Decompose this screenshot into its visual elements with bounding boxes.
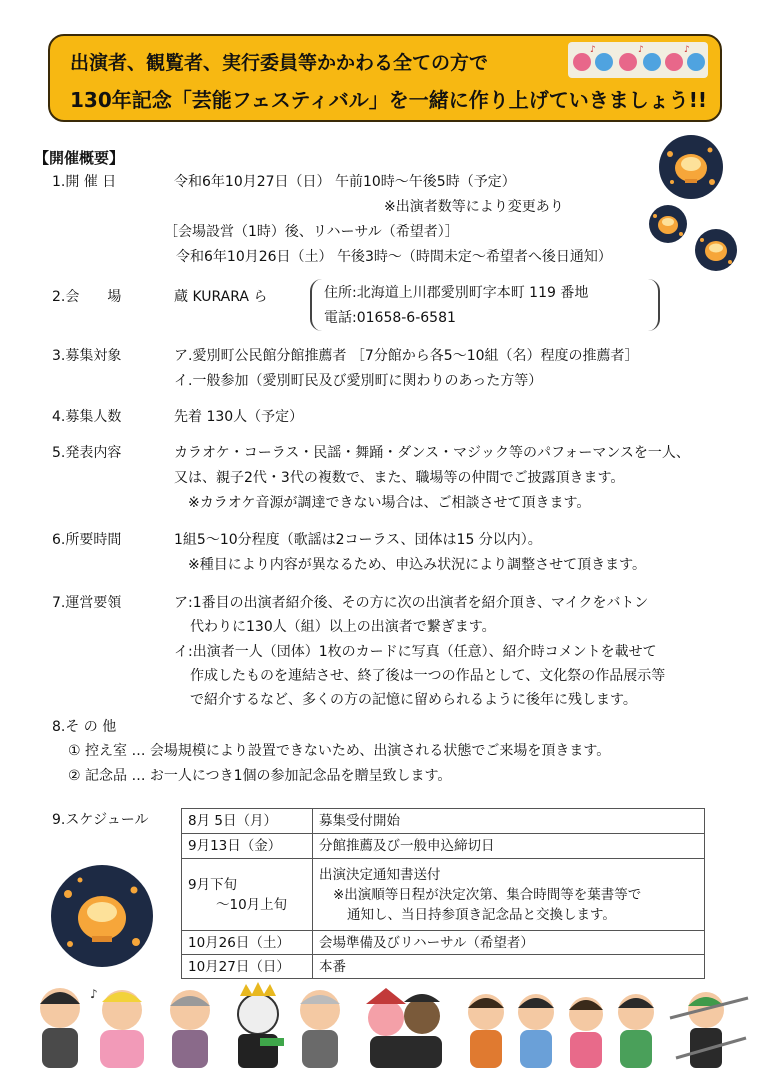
- operation-a1: ア:1番目の出演者紹介後、その方に次の出演者を紹介頂き、マイクをバトン: [174, 595, 649, 611]
- schedule-date: [182, 859, 313, 931]
- setup-date: 令和6年10月26日（土） 午後3時～（時間未定～希望者へ後日通知）: [176, 249, 612, 265]
- operation-b2: 作成したものを連結させ、終了後は一つの作品として、文化祭の作品展示等: [190, 668, 666, 684]
- time-line-1: 1組5～10分程度（歌謡は2コーラス、団体は15 分以内）。: [174, 532, 542, 548]
- schedule-event: 会場準備及びリハーサル（希望者）: [313, 931, 705, 955]
- schedule-date: 9月13日（金）: [182, 834, 313, 859]
- other-item-1: ① 控え室 … 会場規模により設置できないため、出演される状態でご来場を頂きます。: [68, 743, 611, 759]
- venue-label: 2.会 場: [52, 289, 122, 305]
- other-item-2: ② 記念品 … お一人につき1個の参加記念品を贈呈致します。: [68, 768, 452, 784]
- lantern-icon: [648, 204, 688, 244]
- schedule-event: 募集受付開始: [313, 809, 705, 834]
- schedule-event-title: 出演決定通知書送付: [319, 866, 441, 883]
- setup-text: ［会場設営（1時）後、リハーサル（希望者）］: [164, 224, 459, 240]
- svg-text:♪: ♪: [684, 45, 690, 55]
- table-row: [182, 931, 705, 955]
- schedule-event: 分館推薦及び一般申込締切日: [313, 834, 705, 859]
- content-label: 5.発表内容: [52, 445, 122, 461]
- header-banner: [48, 34, 722, 122]
- content-line-1: カラオケ・コーラス・民謡・舞踊・ダンス・マジック等のパフォーマンスを一人、: [174, 445, 690, 461]
- schedule-event-note-2: 通知し、当日持参頂き記念品と交換します。: [347, 906, 616, 923]
- date-main: 令和6年10月27日（日） 午前10時～午後5時（予定）: [174, 174, 516, 190]
- target-a: ア.愛別町公民館分館推薦者 ［7分館から各5～10組（名）程度の推薦者］: [174, 348, 639, 364]
- content-note: ※カラオケ音源が調達できない場合は、ご相談させて頂きます。: [188, 495, 591, 511]
- count-value: 先着 130人（予定）: [174, 409, 304, 425]
- schedule-date-start: 9月下旬: [188, 876, 238, 893]
- birds-illustration: [568, 42, 708, 78]
- time-note: ※種目により内容が異なるため、申込み状況により調整させて頂きます。: [188, 557, 647, 573]
- lantern-icon: [658, 134, 724, 200]
- table-row: [182, 955, 705, 979]
- schedule-event: [313, 859, 705, 931]
- operation-a2: 代わりに130人（組）以上の出演者で繋ぎます。: [190, 619, 496, 635]
- schedule-label: 9.スケジュール: [52, 812, 149, 828]
- schedule-event: 本番: [313, 955, 705, 979]
- svg-text:♪: ♪: [638, 45, 644, 55]
- venue-phone: 電話:01658-6-6581: [324, 310, 456, 326]
- banner-line-2: 130年記念「芸能フェスティバル」を一緒に作り上げていきましょう!!: [70, 88, 707, 112]
- operation-b3: で紹介するなど、多くの方の記憶に留められるように後年に残します。: [190, 692, 637, 708]
- other-label: 8.そ の 他: [52, 719, 117, 735]
- schedule-event-note-1: ※出演順等日程が決定次第、集合時間等を葉書等で: [333, 886, 642, 903]
- date-note: ※出演者数等により変更あり: [384, 199, 564, 215]
- lantern-icon: [694, 228, 738, 272]
- operation-label: 7.運営要領: [52, 595, 122, 611]
- target-b: イ.一般参加（愛別町民及び愛別町に関わりのあった方等）: [174, 373, 543, 389]
- schedule-date: 8月 5日（月）: [182, 809, 313, 834]
- schedule-table: [181, 808, 705, 979]
- banner-line-1: 出演者、観覧者、実行委員等かかわる全ての方で: [70, 52, 489, 74]
- table-row: [182, 859, 705, 931]
- content-line-2: 又は、親子2代・3代の複数で、また、職場等の仲間でご披露頂きます。: [174, 470, 625, 486]
- time-label: 6.所要時間: [52, 532, 122, 548]
- operation-b1: イ:出演者一人（団体）1枚のカードに写真（任意）、紹介時コメントを載せて: [174, 644, 657, 660]
- count-label: 4.募集人数: [52, 409, 122, 425]
- date-label: 1.開 催 日: [52, 174, 117, 190]
- table-row: [182, 834, 705, 859]
- schedule-date: 10月27日（日）: [182, 955, 313, 979]
- schedule-date-end: ～10月上旬: [216, 896, 288, 913]
- table-row: [182, 809, 705, 834]
- performers-illustration: [30, 978, 750, 1074]
- venue-address: 住所:北海道上川郡愛別町字本町 119 番地: [324, 285, 589, 301]
- svg-text:♪: ♪: [590, 45, 596, 55]
- overview-heading: 【開催概要】: [34, 149, 125, 167]
- lantern-icon: [50, 864, 154, 968]
- svg-text:♪: ♪: [90, 987, 98, 1001]
- schedule-date: 10月26日（土）: [182, 931, 313, 955]
- target-label: 3.募集対象: [52, 348, 122, 364]
- venue-name: 蔵 KURARA ら: [174, 289, 268, 305]
